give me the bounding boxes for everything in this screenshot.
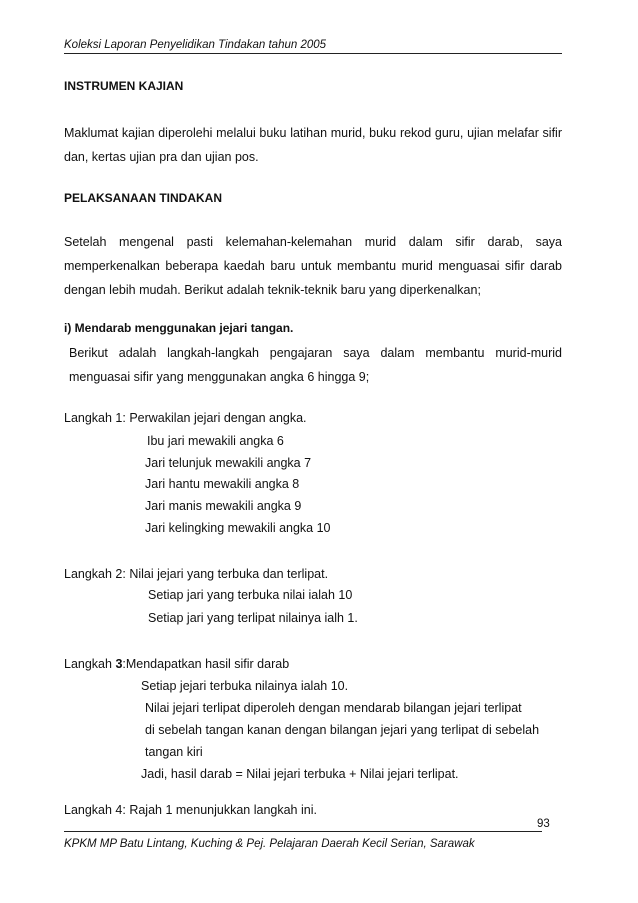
step-2-line: Setiap jari yang terlipat nilainya ialh 1. <box>148 611 358 625</box>
step-3-label-suffix: :Mendapatkan hasil sifir darab <box>122 657 290 671</box>
step-1-line: Ibu jari mewakili angka 6 <box>147 434 284 448</box>
step-3-label <box>64 657 289 671</box>
subsection-heading-mendarab: i) Mendarab menggunakan jejari tangan. <box>64 321 294 335</box>
step-1-line: Jari manis mewakili angka 9 <box>145 499 302 513</box>
running-header: Koleksi Laporan Penyelidikan Tindakan tahun 2005 <box>64 39 327 51</box>
step-2-line: Setiap jari yang terbuka nilai ialah 10 <box>148 588 353 602</box>
paragraph-pelaksanaan: Setelah mengenal pasti kelemahan-kelemahan murid dalam sifir darab, saya memperkenalkan beberapa kaedah baru untuk membantu murid menguasai sifir darab dengan lebih mudah. Berikut adalah teknik-teknik baru yang diperkenalkan; <box>64 235 562 297</box>
step-4-label: Langkah 4: Rajah 1 menunjukkan langkah ini. <box>64 803 317 817</box>
step-3-line: Jadi, hasil darab = Nilai jejari terbuka + Nilai jejari terlipat. <box>141 767 459 781</box>
step-3-line: di sebelah tangan kanan dengan bilangan jejari yang terlipat di sebelah <box>145 723 540 737</box>
section-heading-instrumen: INSTRUMEN KAJIAN <box>64 79 184 93</box>
footer-rule <box>64 831 542 832</box>
running-footer: KPKM MP Batu Lintang, Kuching & Pej. Pelajaran Daerah Kecil Serian, Sarawak <box>64 838 475 850</box>
step-3-label-prefix: Langkah <box>64 657 116 671</box>
paragraph-instrumen: Maklumat kajian diperolehi melalui buku latihan murid, buku rekod guru, ujian melafar sifir dan, kertas ujian pra dan ujian pos. <box>64 126 562 164</box>
step-1-label: Langkah 1: Perwakilan jejari dengan angka. <box>64 411 307 425</box>
page-number: 93 <box>537 818 550 830</box>
step-1-line: Jari hantu mewakili angka 8 <box>145 477 300 491</box>
step-3-line: Nilai jejari terlipat diperoleh dengan mendarab bilangan jejari terlipat <box>145 701 522 715</box>
step-1-line: Jari kelingking mewakili angka 10 <box>145 521 331 535</box>
step-1-line: Jari telunjuk mewakili angka 7 <box>145 456 312 470</box>
section-heading-pelaksanaan: PELAKSANAAN TINDAKAN <box>64 191 222 205</box>
paragraph-mendarab: Berikut adalah langkah-langkah pengajaran saya dalam membantu murid-murid menguasai sifir yang menggunakan angka 6 hingga 9; <box>69 346 562 384</box>
header-rule <box>64 53 562 54</box>
step-3-line: tangan kiri <box>145 745 203 759</box>
step-3-line: Setiap jejari terbuka nilainya ialah 10. <box>141 679 349 693</box>
step-2-label: Langkah 2: Nilai jejari yang terbuka dan terlipat. <box>64 567 329 581</box>
step-3-label-number: 3 <box>115 657 123 671</box>
